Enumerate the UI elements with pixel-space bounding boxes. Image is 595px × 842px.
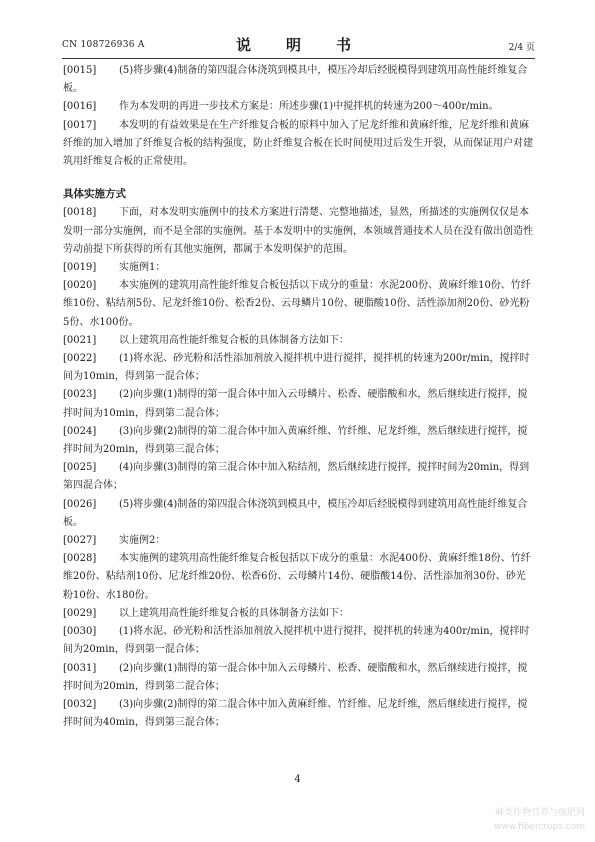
- watermark: [494, 806, 585, 834]
- paragraph: [63, 696, 535, 732]
- paragraph-text: (2)向步骤(1)制得的第一混合体中加入云母鳞片、松香、硬脂酸和水，然后继续进行搅拌，搅拌时间为20min，得到第二混合体；: [63, 662, 528, 692]
- paragraph-text: 本实施例的建筑用高性能纤维复合板包括以下成分的重量：水泥200份、黄麻纤维10份、竹纤维10份、粘结剂5份、尼龙纤维10份、松香2份、云母鳞片10份、硬脂酸10份、活性添加剂20份、砂光粉5份、水100份。: [63, 280, 531, 328]
- page-number: 4: [294, 774, 301, 785]
- paragraph-number: [0017]: [63, 119, 97, 131]
- paragraph: [63, 62, 535, 98]
- paragraph-text: (3)向步骤(2)制得的第二混合体中加入黄麻纤维、竹纤维、尼龙纤维，然后继续进行搅拌，搅拌时间为40min，得到第三混合体；: [63, 698, 528, 729]
- paragraph-text: 本发明的有益效果是在生产纤维复合板的原料中加入了尼龙纤维和黄麻纤维，尼龙纤维和黄麻纤维的加入增加了纤维复合板的结构强度，防止纤维复合板在长时间使用过后发生开裂，从而保证用户对建筑用纤维复合板的正常使用。: [63, 119, 533, 168]
- paragraph: [63, 550, 535, 605]
- section-heading: 具体实施方式: [63, 188, 126, 201]
- paragraph-text: (4)向步骤(3)制得的第三混合体中加入粘结剂，然后继续进行搅拌，搅拌时间为20min，得到第四混合体；: [63, 462, 530, 492]
- paragraph-number: [0028]: [63, 553, 97, 565]
- header-divider: [62, 58, 535, 59]
- paragraph-text: 本实施例的建筑用高性能纤维复合板包括以下成分的重量：水泥400份、黄麻纤维18份、竹纤维20份、粘结剂10份、尼龙纤维20份、松香6份、云母鳞片14份、硬脂酸14份、活性添加剂30份、砂光粉10份、水180份。: [63, 553, 531, 601]
- paragraph: [63, 605, 535, 623]
- paragraph-number: [0027]: [63, 535, 97, 547]
- page-header: [62, 32, 535, 58]
- paragraph: [63, 277, 535, 332]
- paragraph-number: [0030]: [63, 626, 97, 638]
- paragraph-text: 下面，对本发明实施例中的技术方案进行清楚、完整地描述，显然，所描述的实施例仅仅是本发明一部分实施例，而不是全部的实施例。基于本发明中的实施例，本领域普通技术人员在没有做出创造性劳动前提下所获得的所有其他实施例，都属于本发明保护的范围。: [63, 207, 533, 255]
- paragraph-number: [0022]: [63, 353, 97, 365]
- paragraph-text: (5)将步骤(4)制备的第四混合体浇筑到模具中，模压冷却后经脱模得到建筑用高性能纤维复合板。: [63, 65, 528, 95]
- paragraph-number: [0029]: [63, 607, 97, 619]
- paragraph-text: 实施例2：: [99, 535, 166, 547]
- paragraph: [63, 117, 535, 172]
- paragraph: [63, 660, 535, 696]
- paragraph: [63, 496, 535, 532]
- paragraph: [63, 532, 535, 550]
- paragraph: [63, 259, 535, 277]
- paragraph-number: [0018]: [63, 207, 97, 219]
- paragraph: [63, 350, 535, 386]
- paragraph-text: 以上建筑用高性能纤维复合板的具体制备方法如下：: [99, 607, 349, 619]
- paragraph-number: [0024]: [63, 425, 97, 437]
- paragraph-number: [0020]: [63, 280, 97, 292]
- paragraph-number: [0025]: [63, 462, 97, 474]
- paragraph-text: 作为本发明的再进一步技术方案是：所述步骤(1)中搅拌机的转速为200～400r/min。: [99, 101, 499, 113]
- page-indicator: 2/4 页: [508, 43, 535, 53]
- paragraph-number: [0016]: [63, 101, 97, 113]
- document-body: [63, 62, 535, 732]
- paragraph: [63, 98, 535, 116]
- paragraph: [63, 204, 535, 259]
- paragraph: [63, 423, 535, 459]
- paragraph-text: 以上建筑用高性能纤维复合板的具体制备方法如下：: [99, 334, 349, 346]
- paragraph-text: (3)向步骤(2)制得的第二混合体中加入黄麻纤维、竹纤维、尼龙纤维，然后继续进行搅拌，搅拌时间为20min，得到第三混合体；: [63, 425, 528, 456]
- paragraph: [63, 623, 535, 659]
- paragraph-text: 实施例1：: [99, 262, 166, 274]
- paragraph-group-bottom: [63, 204, 535, 732]
- paragraph-number: [0015]: [63, 65, 97, 76]
- paragraph-number: [0026]: [63, 498, 97, 510]
- watermark-url: www.fibercrops.com: [494, 822, 585, 832]
- paragraph-text: (1)将水泥、砂光粉和活性添加剂放入搅拌机中进行搅拌，搅拌机的转速为400r/min，搅拌时间为20min，得到第一混合体；: [63, 626, 530, 656]
- paragraph-group-top: [63, 62, 535, 171]
- paragraph-number: [0032]: [63, 698, 97, 710]
- paragraph-text: (1)将水泥、砂光粉和活性添加剂放入搅拌机中进行搅拌，搅拌机的转速为200r/min，搅拌时间为10min，得到第一混合体；: [63, 353, 530, 383]
- paragraph: [63, 386, 535, 422]
- paragraph-text: (5)将步骤(4)制备的第四混合体浇筑到模具中，模压冷却后经脱模得到建筑用高性能纤维复合板。: [63, 498, 528, 528]
- paragraph-number: [0021]: [63, 334, 97, 346]
- watermark-text: 麻类作物营养与施肥网: [494, 808, 585, 818]
- paragraph-number: [0019]: [63, 262, 97, 274]
- paragraph: [63, 459, 535, 495]
- paragraph-number: [0031]: [63, 662, 97, 674]
- paragraph-number: [0023]: [63, 389, 97, 401]
- paragraph-text: (2)向步骤(1)制得的第一混合体中加入云母鳞片、松香、硬脂酸和水，然后继续进行搅拌，搅拌时间为10min，得到第二混合体；: [63, 389, 528, 419]
- paragraph: [63, 332, 535, 350]
- patent-number: CN 108726936 A: [62, 40, 145, 50]
- document-title: 说 明 书: [235, 36, 361, 54]
